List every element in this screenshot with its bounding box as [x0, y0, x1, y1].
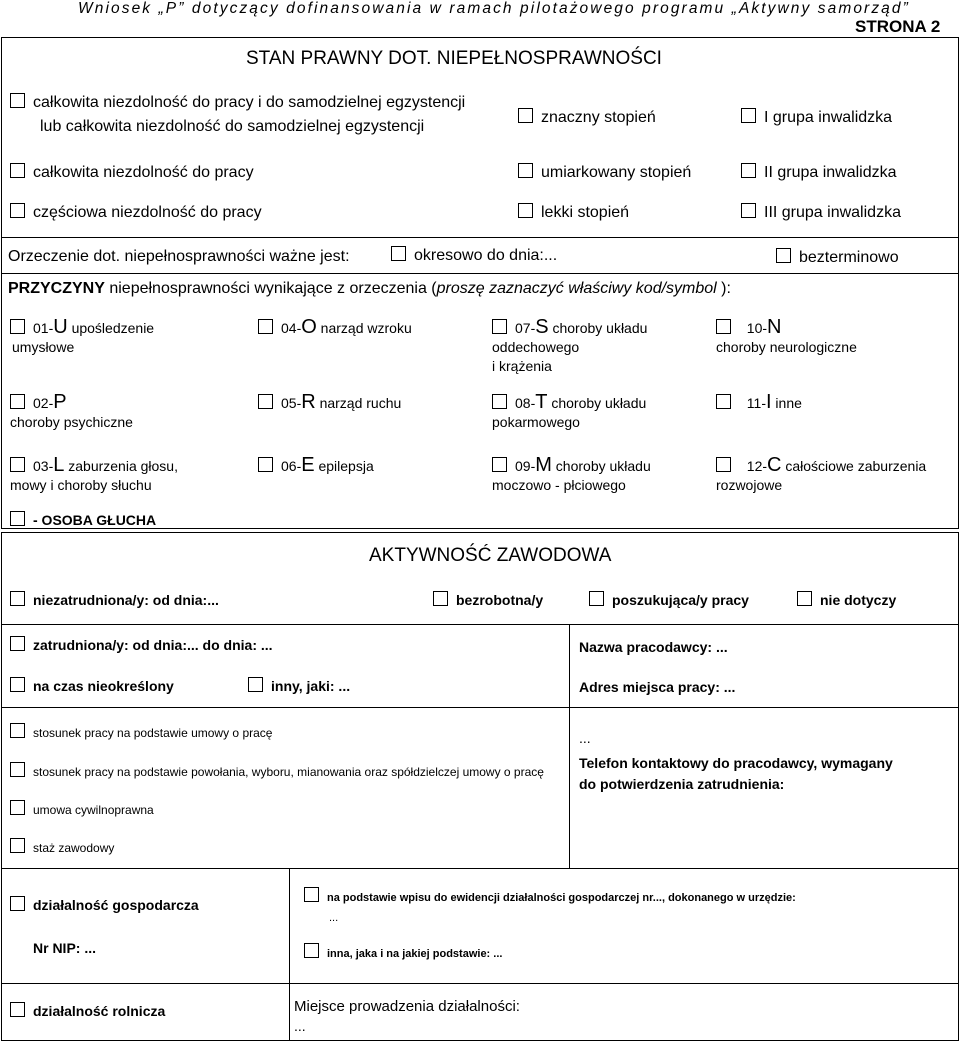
code-09-line2: moczowo - płciowego: [492, 477, 626, 493]
checkbox-icon[interactable]: [492, 394, 507, 409]
code-12-c[interactable]: 12-C całościowe zaburzenia: [716, 454, 926, 477]
checkbox-icon[interactable]: [258, 394, 273, 409]
checkbox-icon[interactable]: [10, 800, 25, 815]
checkbox-icon[interactable]: [10, 723, 25, 738]
checkbox-icon[interactable]: [741, 108, 756, 123]
checkbox-group-1[interactable]: I grupa inwalidzka: [741, 108, 892, 127]
checkbox-partial-incapacity[interactable]: częściowa niezdolność do pracy: [10, 203, 262, 222]
code-07-line2: oddechowego: [492, 339, 580, 355]
checkbox-icon[interactable]: [741, 163, 756, 178]
checkbox-employment-contract[interactable]: stosunek pracy na podstawie umowy o pracę: [10, 723, 272, 740]
phone-label-1: Telefon kontaktowy do pracodawcy, wymagany: [579, 755, 893, 771]
code-09-m[interactable]: 09-M choroby układu: [492, 454, 651, 477]
checkbox-other-basis[interactable]: inna, jaka i na jakiej podstawie: ...: [304, 943, 502, 960]
page-label: STRONA 2: [855, 17, 941, 36]
checkbox-icon[interactable]: [716, 319, 731, 334]
divider: [1, 868, 959, 869]
employer-address: Adres miejsca pracy: ...: [579, 679, 736, 695]
checkbox-deaf[interactable]: - OSOBA GŁUCHA: [10, 511, 156, 528]
checkbox-icon[interactable]: [10, 163, 25, 178]
nip-label: Nr NIP: ...: [33, 940, 97, 956]
place-label: Miejsce prowadzenia działalności:: [294, 998, 520, 1015]
divider: [1, 707, 959, 708]
checkbox-indefinite[interactable]: bezterminowo: [776, 248, 899, 267]
code-03-l[interactable]: 03-L zaburzenia głosu,: [10, 454, 178, 477]
checkbox-icon[interactable]: [258, 319, 273, 334]
code-10-n[interactable]: 10-N: [716, 316, 781, 339]
checkbox-jobless[interactable]: bezrobotna/y: [433, 591, 543, 608]
checkbox-icon[interactable]: [492, 319, 507, 334]
code-02-p[interactable]: 02-P: [10, 391, 67, 414]
checkbox-icon[interactable]: [492, 457, 507, 472]
code-12-line2: rozwojowe: [716, 477, 783, 493]
checkbox-indefinite-contract[interactable]: na czas nieokreślony: [10, 677, 174, 694]
checkbox-not-applicable[interactable]: nie dotyczy: [797, 591, 896, 608]
running-title: Wniosek „P” dotyczący dofinansowania w ramach pilotażowego programu „Aktywny samorząd”: [78, 0, 910, 17]
checkbox-light-degree[interactable]: lekki stopień: [518, 203, 629, 222]
checkbox-moderate-degree[interactable]: umiarkowany stopień: [518, 163, 691, 182]
checkbox-icon[interactable]: [10, 93, 25, 108]
code-03-line2: mowy i choroby słuchu: [10, 477, 152, 493]
address-dots: ...: [579, 730, 591, 746]
validity-label: Orzeczenie dot. niepełnosprawności ważne jest:: [8, 248, 350, 265]
checkbox-icon[interactable]: [10, 394, 25, 409]
checkbox-icon[interactable]: [518, 163, 533, 178]
checkbox-periodic[interactable]: okresowo do dnia:...: [391, 246, 557, 265]
causes-heading: PRZYCZYNY niepełnosprawności wynikające z orzeczenia (proszę zaznaczyć właściwy kod/symbol ):: [8, 280, 731, 297]
employment-section: [1, 532, 959, 1041]
checkbox-icon[interactable]: [10, 838, 25, 853]
checkbox-icon[interactable]: [10, 1002, 25, 1017]
checkbox-icon[interactable]: [10, 591, 25, 606]
code-11-i[interactable]: 11-I inne: [716, 391, 802, 414]
code-06-e[interactable]: 06-E epilepsja: [258, 454, 374, 477]
code-01-u[interactable]: 01-U upośledzenie: [10, 316, 154, 339]
checkbox-civil-contract[interactable]: umowa cywilnoprawna: [10, 800, 154, 817]
checkbox-icon[interactable]: [776, 248, 791, 263]
code-05-r[interactable]: 05-R narząd ruchu: [258, 391, 401, 414]
checkbox-icon[interactable]: [716, 394, 731, 409]
divider: [1, 983, 959, 984]
checkbox-registry[interactable]: na podstawie wpisu do ewidencji działalności gospodarczej nr..., dokonanego w urzędzie:: [304, 887, 796, 904]
checkbox-icon[interactable]: [10, 677, 25, 692]
phone-label-2: do potwierdzenia zatrudnienia:: [579, 776, 785, 792]
checkbox-business[interactable]: działalność gospodarcza: [10, 896, 199, 913]
disability-title: STAN PRAWNY DOT. NIEPEŁNOSPRAWNOŚCI: [246, 48, 662, 69]
code-02-line2: choroby psychiczne: [10, 414, 133, 430]
checkbox-unemployed[interactable]: niezatrudniona/y: od dnia:...: [10, 591, 219, 608]
divider-vertical: [289, 868, 290, 1041]
checkbox-icon[interactable]: [716, 457, 731, 472]
checkbox-farming[interactable]: działalność rolnicza: [10, 1002, 165, 1019]
checkbox-icon[interactable]: [248, 677, 263, 692]
checkbox-icon[interactable]: [518, 108, 533, 123]
checkbox-icon[interactable]: [10, 636, 25, 651]
checkbox-icon[interactable]: [10, 457, 25, 472]
checkbox-icon[interactable]: [10, 511, 25, 526]
checkbox-icon[interactable]: [518, 203, 533, 218]
divider: [1, 273, 959, 274]
code-07-s[interactable]: 07-S choroby układu: [492, 316, 647, 339]
divider: [1, 624, 959, 625]
checkbox-seeking[interactable]: poszukująca/y pracy: [589, 591, 749, 608]
checkbox-icon[interactable]: [741, 203, 756, 218]
checkbox-icon[interactable]: [304, 943, 319, 958]
checkbox-icon[interactable]: [10, 762, 25, 777]
checkbox-significant-degree[interactable]: znaczny stopień: [518, 108, 656, 127]
checkbox-icon[interactable]: [433, 591, 448, 606]
checkbox-group-2[interactable]: II grupa inwalidzka: [741, 163, 897, 182]
checkbox-internship[interactable]: staż zawodowy: [10, 838, 114, 855]
code-08-line2: pokarmowego: [492, 414, 580, 430]
divider-vertical: [569, 624, 570, 868]
checkbox-icon[interactable]: [589, 591, 604, 606]
checkbox-icon[interactable]: [797, 591, 812, 606]
place-dots: ...: [294, 1018, 306, 1034]
registry-dots: ...: [329, 912, 339, 924]
checkbox-icon[interactable]: [258, 457, 273, 472]
checkbox-icon[interactable]: [10, 319, 25, 334]
code-07-line3: i krążenia: [492, 358, 552, 374]
checkbox-icon[interactable]: [391, 246, 406, 261]
checkbox-icon[interactable]: [10, 896, 25, 911]
label-total-incapacity-independent-2: lub całkowita niezdolność do samodzielnej egzystencji: [40, 118, 425, 135]
divider: [1, 237, 959, 238]
employment-title: AKTYWNOŚĆ ZAWODOWA: [369, 545, 612, 566]
checkbox-appointment[interactable]: stosunek pracy na podstawie powołania, wyboru, mianowania oraz spółdzielczej umowy o pracę: [10, 762, 544, 779]
code-01-line2: umysłowe: [12, 339, 75, 355]
code-04-o[interactable]: 04-O narząd wzroku: [258, 316, 412, 339]
checkbox-employed[interactable]: zatrudniona/y: od dnia:... do dnia: ...: [10, 636, 273, 653]
employer-name: Nazwa pracodawcy: ...: [579, 639, 728, 655]
checkbox-icon[interactable]: [10, 203, 25, 218]
checkbox-icon[interactable]: [304, 887, 319, 902]
checkbox-total-incapacity[interactable]: całkowita niezdolność do pracy: [10, 163, 254, 182]
code-10-line2: choroby neurologiczne: [716, 339, 857, 355]
checkbox-other-contract[interactable]: inny, jaki: ...: [248, 677, 350, 694]
code-08-t[interactable]: 08-T choroby układu: [492, 391, 646, 414]
checkbox-total-incapacity-independent[interactable]: całkowita niezdolność do pracy i do samodzielnej egzystencji: [10, 93, 465, 112]
checkbox-group-3[interactable]: III grupa inwalidzka: [741, 203, 901, 222]
